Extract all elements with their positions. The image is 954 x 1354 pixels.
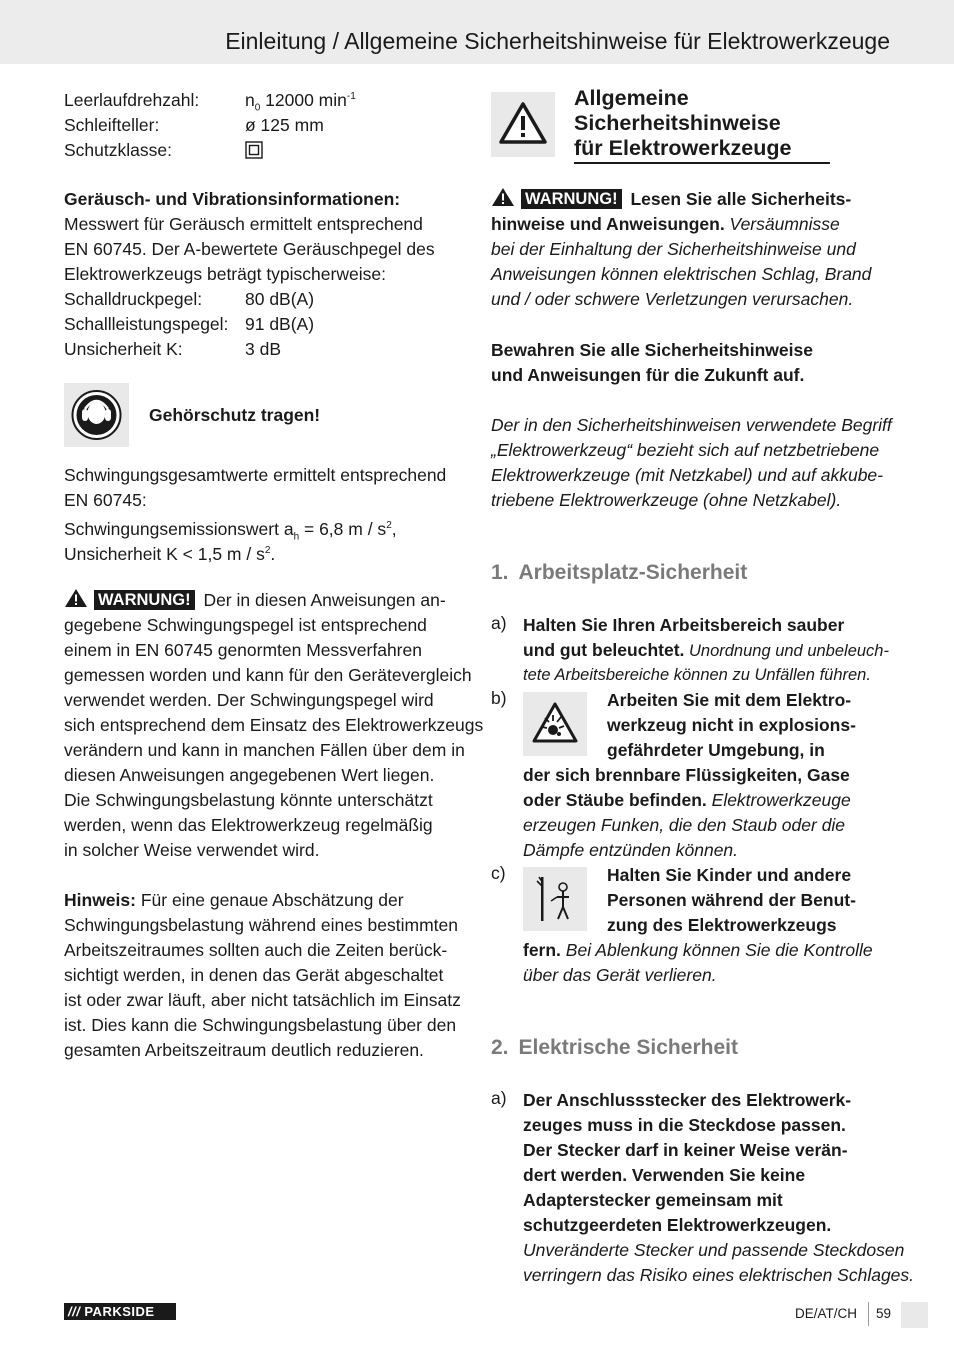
spec-value-pad: ø 125 mm <box>245 115 324 135</box>
item-text-line: zeuges muss in die Steckdose passen. <box>523 1115 846 1135</box>
item-text-line: erzeugen Funken, die den Staub oder die <box>523 815 846 835</box>
keep-instructions-line: und Anweisungen für die Zukunft auf. <box>491 365 805 385</box>
hint-line: gesamten Arbeitszeitraum deutlich reduzieren. <box>64 1040 424 1060</box>
vib-warning-line: Die Schwingungsbelastung könnte unterschätzt <box>64 790 433 810</box>
general-warning-box <box>491 92 555 157</box>
item-text-line: dert werden. Verwenden Sie keine <box>523 1165 806 1185</box>
explosion-warning-icon <box>523 692 587 756</box>
noise-value-label: Unsicherheit K: <box>64 339 183 359</box>
general-warning-first-line: WARNUNG! Lesen Sie alle Sicherheits- <box>491 187 851 214</box>
noise-value: 91 dB(A) <box>245 314 315 334</box>
hint-line: ist oder zwar läuft, aber nicht tatsächlich im Einsatz <box>64 990 461 1010</box>
noise-value-label: Schalldruckpegel: <box>64 289 203 309</box>
page-header <box>0 0 954 64</box>
general-warning-icon <box>491 92 555 157</box>
section-heading-electrical: 2. Elektrische Sicherheit <box>491 1036 738 1059</box>
warning-triangle-icon <box>64 588 88 615</box>
hearing-protection-label: Gehörschutz tragen! <box>149 405 321 425</box>
explosion-warning-box <box>523 692 587 756</box>
vib-line: EN 60745: <box>64 490 147 510</box>
item-text-line: zung des Elektrowerkzeugs <box>607 915 837 935</box>
general-warning-line: bei der Einhaltung der Sicherheitshinweise und <box>491 239 856 259</box>
general-warning-line: hinweise und Anweisungen. Versäumnisse <box>491 214 840 234</box>
item-text-line: Arbeiten Sie mit dem Elektro- <box>607 690 852 710</box>
item-text-line: werkzeug nicht in explosions- <box>607 715 856 735</box>
keep-children-away-icon <box>523 867 587 931</box>
vib-warning-line: diesen Anweisungen angegebenen Wert liegen. <box>64 765 435 785</box>
item-text-line: Dämpfe entzünden können. <box>523 840 739 860</box>
item-text-line: Personen während der Benut- <box>607 890 856 910</box>
item-text-line: Halten Sie Ihren Arbeitsbereich sauber <box>523 615 845 635</box>
noise-line: EN 60745. Der A-bewertete Geräuschpegel des <box>64 239 435 259</box>
item-text-line: und gut beleuchtet. Unordnung und unbeleuch- <box>523 640 889 660</box>
item-text-line: über das Gerät verlieren. <box>523 965 717 985</box>
keep-instructions-line: Bewahren Sie alle Sicherheitshinweise <box>491 340 813 360</box>
keep-children-away-box <box>523 867 587 931</box>
heading-underline <box>574 162 830 164</box>
item-letter: a) <box>491 613 507 633</box>
vib-uncertainty: Unsicherheit K < 1,5 m / $s^2$. <box>64 543 276 564</box>
spec-label-pad: Schleifteller: <box>64 115 160 135</box>
item-text-line: verringern das Risiko eines elektrischen Schlages. <box>523 1265 915 1285</box>
noise-line: Messwert für Geräusch ermittelt entsprechend <box>64 214 423 234</box>
item-letter: a) <box>491 1088 507 1108</box>
item-text-line: oder Stäube befinden. Elektrowerkzeuge <box>523 790 851 810</box>
vib-warning-line: gemessen worden und kann für den Gerätevergleich <box>64 665 472 685</box>
vib-warning-line: werden, wenn das Elektrowerkzeug regelmäßig <box>64 815 433 835</box>
page-title: Einleitung / Allgemeine Sicherheitshinweise für Elektrowerkzeuge <box>225 28 890 54</box>
term-definition-line: Elektrowerkzeuge (mit Netzkabel) und auf akkube- <box>491 465 883 485</box>
item-text-line: Halten Sie Kinder und andere <box>607 865 852 885</box>
hint-line: sichtigt werden, in denen das Gerät abgeschaltet <box>64 965 444 985</box>
warning-badge: WARNUNG! <box>94 590 195 610</box>
item-letter: c) <box>491 863 506 883</box>
vib-warning-line: einem in EN 60745 genormten Messverfahren <box>64 640 422 660</box>
vib-warning-line: sich entsprechend dem Einsatz des Elektrowerkzeugs <box>64 715 484 735</box>
hint-first-line: Hinweis: Für eine genaue Abschätzung der <box>64 890 404 910</box>
noise-value: 3 dB <box>245 339 281 359</box>
noise-value-label: Schallleistungspegel: <box>64 314 229 334</box>
general-warning-line: und / oder schwere Verletzungen verursachen. <box>491 289 854 309</box>
hearing-protection-box <box>64 383 129 447</box>
hint-line: Schwingungsbelastung während eines bestimmten <box>64 915 458 935</box>
noise-value: 80 dB(A) <box>245 289 315 309</box>
noise-line: Elektrowerkzeugs beträgt typischerweise: <box>64 264 386 284</box>
vib-warning-first-line: WARNUNG! Der in diesen Anweisungen an- <box>64 588 446 615</box>
spec-label-idle-speed: Leerlaufdrehzahl: <box>64 90 200 110</box>
section-heading-workplace: 1. Arbeitsplatz-Sicherheit <box>491 561 748 584</box>
vib-warning-line: gegebene Schwingungspegel ist entsprechend <box>64 615 427 635</box>
item-text-line: der sich brennbare Flüssigkeiten, Gase <box>523 765 850 785</box>
general-safety-heading: Allgemeine Sicherheitshinweise für Elektrowerkzeuge <box>574 86 792 160</box>
protection-class-ii-icon <box>245 141 263 159</box>
item-text-line: Der Anschlussstecker des Elektrowerk- <box>523 1090 852 1110</box>
warning-badge: WARNUNG! <box>521 189 622 209</box>
term-definition-line: Der in den Sicherheitshinweisen verwendete Begriff <box>491 415 892 435</box>
page-number: 59 <box>876 1306 892 1321</box>
hint-line: Arbeitszeitraumes sollten auch die Zeiten berück- <box>64 940 448 960</box>
item-text-line: schutzgeerdeten Elektrowerkzeugen. <box>523 1215 832 1235</box>
item-text-line: Unveränderte Stecker und passende Steckdosen <box>523 1240 905 1260</box>
footer-divider <box>868 1302 869 1326</box>
general-warning-line: Anweisungen können elektrischen Schlag, Brand <box>491 264 872 284</box>
vib-emission: Schwingungsemissionswert $a_h = 6,8$ m / $s^2$, <box>64 518 397 543</box>
warning-triangle-icon <box>491 187 515 214</box>
item-text-line: Der Stecker darf in keiner Weise verän- <box>523 1140 848 1160</box>
vib-warning-line: verändern und kann in manchen Fällen über dem in <box>64 740 465 760</box>
hearing-protection-icon <box>64 383 129 447</box>
footer-language: DE/AT/CH <box>795 1306 858 1321</box>
term-definition-line: „Elektrowerkzeug“ bezieht sich auf netzbetriebene <box>491 440 880 460</box>
term-definition-line: triebene Elektrowerkzeuge (ohne Netzkabel). <box>491 490 842 510</box>
vib-warning-line: verwendet werden. Der Schwingungspegel wird <box>64 690 434 710</box>
item-text-line: fern. Bei Ablenkung können Sie die Kontrolle <box>523 940 873 960</box>
vib-warning-line: in solcher Weise verwendet wird. <box>64 840 320 860</box>
noise-heading: Geräusch- und Vibrationsinformationen: <box>64 189 401 209</box>
item-text-line: Adapterstecker gemeinsam mit <box>523 1190 783 1210</box>
footer-tab-marker <box>901 1302 928 1328</box>
item-letter: b) <box>491 688 507 708</box>
item-text-line: tete Arbeitsbereiche können zu Unfällen führen. <box>523 666 871 684</box>
hint-line: ist. Dies kann die Schwingungsbelastung über den <box>64 1015 457 1035</box>
vib-line: Schwingungsgesamtwerte ermittelt entsprechend <box>64 465 447 485</box>
spec-label-protection-class: Schutzklasse: <box>64 140 172 160</box>
spec-value-idle-speed: $n_0$ 12000 $\min^{-1}$ <box>245 90 356 114</box>
item-text-line: gefährdeter Umgebung, in <box>607 740 825 760</box>
parkside-logo: /// PARKSIDE <box>64 1303 176 1320</box>
